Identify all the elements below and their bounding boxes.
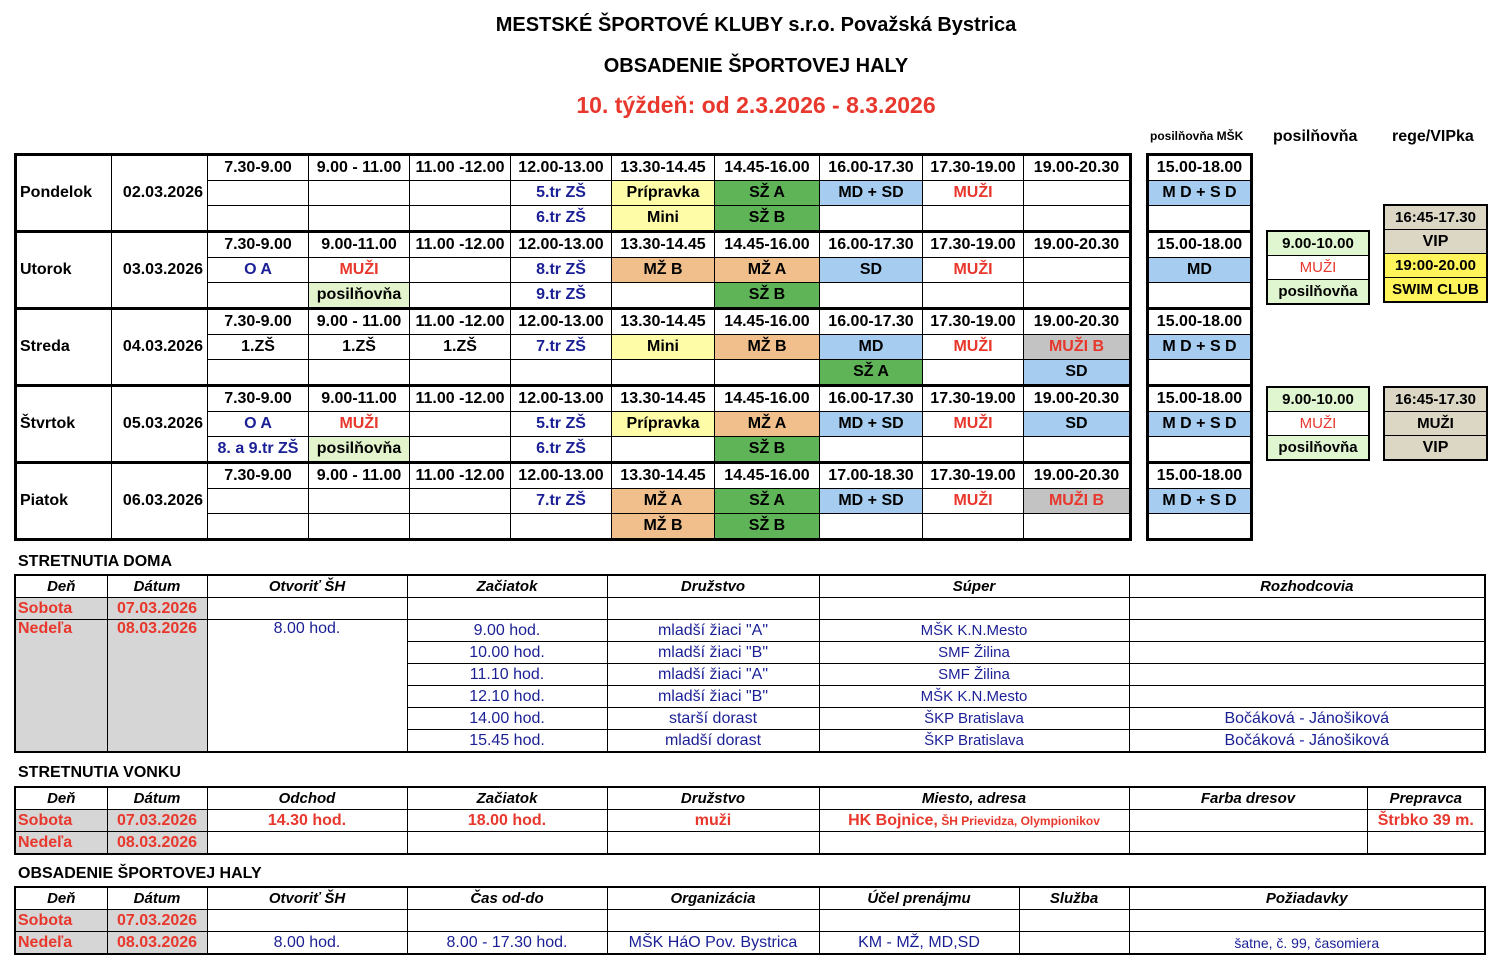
schedule-cell: MŽ A	[612, 489, 715, 514]
team-cell: mladší dorast	[607, 730, 819, 753]
time-slot: 7.30-9.00	[208, 386, 309, 412]
schedule-cell	[923, 283, 1024, 309]
col-header: Družstvo	[607, 575, 819, 598]
transport-cell: Štrbko 39 m.	[1367, 810, 1485, 832]
date-cell: 08.03.2026	[107, 832, 207, 855]
time-slot: 17.30-19.00	[923, 386, 1024, 412]
referees-cell: Bočáková - Jánošiková	[1129, 730, 1485, 753]
gym-time: 15.00-18.00	[1148, 309, 1252, 335]
referees-cell	[1129, 664, 1485, 686]
time-slot: 11.00 -12.00	[410, 309, 511, 335]
time-cell: 8.00 - 17.30 hod.	[407, 932, 607, 955]
gym-cell	[1148, 283, 1252, 309]
schedule-cell	[410, 360, 511, 386]
schedule-cell	[1024, 514, 1131, 540]
schedule-cell: MUŽI	[923, 181, 1024, 206]
team-cell: mladší žiaci "B"	[607, 642, 819, 664]
gym-label: posilňovňa	[1267, 280, 1369, 305]
schedule-cell: Mini	[612, 335, 715, 360]
date-spacer	[112, 283, 208, 309]
away-matches-table	[14, 786, 1486, 855]
opponent-cell: ŠKP Bratislava	[819, 730, 1129, 753]
time-slot: 12.00-13.00	[511, 232, 612, 258]
schedule-cell: posilňovňa	[309, 437, 410, 463]
schedule-cell: MUŽI	[923, 335, 1024, 360]
day-spacer	[16, 283, 112, 309]
date-cell: 08.03.2026	[107, 620, 207, 753]
col-header: Čas od-do	[407, 887, 607, 910]
label-posilnovna: posilňovňa	[1273, 128, 1358, 145]
schedule-cell	[208, 283, 309, 309]
time-slot: 7.30-9.00	[208, 155, 309, 181]
date-cell: 07.03.2026	[107, 910, 207, 932]
schedule-cell: MŽ B	[612, 258, 715, 283]
day-date: 04.03.2026	[112, 335, 208, 360]
gym-time: 15.00-18.00	[1148, 155, 1252, 181]
gym-cell: MD	[1148, 258, 1252, 283]
date-spacer	[112, 360, 208, 386]
schedule-cell: MUŽI	[923, 412, 1024, 437]
gym-box-utorok	[1266, 230, 1370, 305]
start-cell: 14.00 hod.	[407, 708, 607, 730]
schedule-cell: MŽ A	[715, 258, 820, 283]
org-cell: MŠK HáO Pov. Bystrica	[607, 932, 819, 955]
day-spacer	[16, 206, 112, 232]
schedule-cell: Mini	[612, 206, 715, 232]
schedule-cell: MD	[820, 335, 923, 360]
schedule-cell	[1024, 181, 1131, 206]
referees-cell	[1129, 620, 1485, 642]
schedule-cell	[612, 283, 715, 309]
col-header: Dátum	[107, 787, 207, 810]
day-name: Štvrtok	[16, 412, 112, 437]
schedule-cell	[1024, 258, 1131, 283]
time-slot: 9.00 - 11.00	[309, 463, 410, 489]
date-spacer	[112, 232, 208, 258]
place-detail: ŠH Prievidza, Olympionikov	[937, 813, 1100, 828]
schedule-cell	[820, 206, 923, 232]
schedule-cell	[309, 206, 410, 232]
schedule-cell	[1024, 437, 1131, 463]
rege-box-week	[1383, 204, 1488, 303]
day-spacer	[16, 360, 112, 386]
colors-cell	[1129, 810, 1367, 832]
schedule-cell	[612, 437, 715, 463]
opponent-cell: SMF Žilina	[819, 664, 1129, 686]
day-cell: Sobota	[15, 598, 107, 620]
time-slot: 7.30-9.00	[208, 309, 309, 335]
day-spacer	[16, 514, 112, 540]
date-spacer	[112, 463, 208, 489]
time-slot: 14.45-16.00	[715, 386, 820, 412]
schedule-cell: MŽ A	[715, 412, 820, 437]
schedule-cell	[820, 283, 923, 309]
col-header: Organizácia	[607, 887, 819, 910]
schedule-cell: MUŽI	[923, 489, 1024, 514]
open-cell: 8.00 hod.	[207, 932, 407, 955]
label-posilnovna-msk: posilňovňa MŠK	[1150, 129, 1244, 143]
schedule-cell	[309, 360, 410, 386]
schedule-cell	[208, 206, 309, 232]
col-header: Farba dresov	[1129, 787, 1367, 810]
time-slot: 19.00-20.30	[1024, 309, 1131, 335]
schedule-cell	[410, 412, 511, 437]
schedule-cell	[309, 181, 410, 206]
schedule-cell	[410, 258, 511, 283]
schedule-cell	[410, 514, 511, 540]
schedule-cell: Prípravka	[612, 181, 715, 206]
schedule-cell: 7.tr ZŠ	[511, 489, 612, 514]
rege-team: MUŽI	[1384, 412, 1487, 436]
time-slot: 14.45-16.00	[715, 155, 820, 181]
schedule-cell	[1024, 206, 1131, 232]
start-cell: 12.10 hod.	[407, 686, 607, 708]
schedule-cell	[208, 360, 309, 386]
gym-cell: M D + S D	[1148, 181, 1252, 206]
time-slot: 14.45-16.00	[715, 232, 820, 258]
time-slot: 14.45-16.00	[715, 463, 820, 489]
day-date: 03.03.2026	[112, 258, 208, 283]
time-slot: 11.00 -12.00	[410, 386, 511, 412]
day-name: Utorok	[16, 258, 112, 283]
title-line-2: OBSADENIE ŠPORTOVEJ HALY	[603, 55, 909, 77]
time-slot: 13.30-14.45	[612, 309, 715, 335]
schedule-cell: 6.tr ZŠ	[511, 206, 612, 232]
home-matches-title: STRETNUTIA DOMA	[18, 553, 173, 570]
gym-cell: M D + S D	[1148, 412, 1252, 437]
time-slot: 11.00 -12.00	[410, 463, 511, 489]
time-slot: 17.30-19.00	[923, 155, 1024, 181]
day-spacer	[16, 463, 112, 489]
time-slot: 17.00-18.30	[820, 463, 923, 489]
gym-cell: M D + S D	[1148, 335, 1252, 360]
weekly-schedule-table	[14, 153, 1132, 541]
schedule-cell	[208, 514, 309, 540]
rege-time: 16:45-17.30	[1384, 205, 1487, 230]
day-cell: Nedeľa	[15, 932, 107, 955]
day-spacer	[16, 437, 112, 463]
team-cell: mladší žiaci "B"	[607, 686, 819, 708]
gym-time: 9.00-10.00	[1267, 231, 1369, 256]
col-header: Prepravca	[1367, 787, 1485, 810]
time-slot: 7.30-9.00	[208, 232, 309, 258]
time-slot: 16.00-17.30	[820, 232, 923, 258]
time-slot: 16.00-17.30	[820, 155, 923, 181]
col-header: Odchod	[207, 787, 407, 810]
day-spacer	[16, 309, 112, 335]
schedule-cell	[715, 360, 820, 386]
start-cell: 10.00 hod.	[407, 642, 607, 664]
time-slot: 17.30-19.00	[923, 309, 1024, 335]
date-cell: 07.03.2026	[107, 598, 207, 620]
team-cell: mladší žiaci "A"	[607, 664, 819, 686]
schedule-cell: MUŽI	[923, 258, 1024, 283]
service-cell	[1019, 932, 1129, 955]
date-spacer	[112, 386, 208, 412]
schedule-cell	[923, 206, 1024, 232]
col-header: Začiatok	[407, 575, 607, 598]
time-slot: 9.00-11.00	[309, 386, 410, 412]
schedule-cell: O A	[208, 412, 309, 437]
home-matches-table	[14, 574, 1486, 753]
schedule-cell	[208, 181, 309, 206]
time-slot: 17.30-19.00	[923, 463, 1024, 489]
gym-cell	[1148, 206, 1252, 232]
schedule-cell: MD + SD	[820, 489, 923, 514]
schedule-cell	[410, 206, 511, 232]
date-spacer	[112, 206, 208, 232]
gym-time: 15.00-18.00	[1148, 232, 1252, 258]
time-slot: 11.00 -12.00	[410, 232, 511, 258]
schedule-cell	[511, 514, 612, 540]
schedule-cell	[612, 360, 715, 386]
day-date: 05.03.2026	[112, 412, 208, 437]
away-matches-title: STRETNUTIA VONKU	[18, 764, 181, 781]
time-slot: 11.00 -12.00	[410, 155, 511, 181]
team-cell: muži	[607, 810, 819, 832]
day-date: 06.03.2026	[112, 489, 208, 514]
col-header: Deň	[15, 787, 107, 810]
schedule-cell	[511, 360, 612, 386]
schedule-cell	[309, 489, 410, 514]
date-spacer	[112, 437, 208, 463]
schedule-cell: 8.tr ZŠ	[511, 258, 612, 283]
rege-vip: VIP	[1384, 436, 1487, 461]
referees-cell	[1129, 686, 1485, 708]
schedule-cell	[820, 514, 923, 540]
gym-team: MUŽI	[1267, 256, 1369, 280]
schedule-cell: SD	[1024, 412, 1131, 437]
schedule-cell: SŽ A	[715, 489, 820, 514]
time-slot: 19.00-20.30	[1024, 386, 1131, 412]
schedule-cell	[309, 514, 410, 540]
day-spacer	[16, 232, 112, 258]
col-header: Dátum	[107, 575, 207, 598]
day-spacer	[16, 386, 112, 412]
opponent-cell: ŠKP Bratislava	[819, 708, 1129, 730]
day-cell: Sobota	[15, 810, 107, 832]
time-slot: 12.00-13.00	[511, 463, 612, 489]
gym-cell: M D + S D	[1148, 489, 1252, 514]
schedule-cell: 8. a 9.tr ZŠ	[208, 437, 309, 463]
opponent-cell: SMF Žilina	[819, 642, 1129, 664]
schedule-cell: 1.ZŠ	[208, 335, 309, 360]
gym-msk-table	[1146, 153, 1253, 541]
schedule-cell: SŽ A	[820, 360, 923, 386]
col-header: Deň	[15, 575, 107, 598]
col-header: Požiadavky	[1129, 887, 1485, 910]
schedule-cell: MD + SD	[820, 412, 923, 437]
col-header: Účel prenájmu	[819, 887, 1019, 910]
opponent-cell: MŠK K.N.Mesto	[819, 620, 1129, 642]
gym-cell	[1148, 514, 1252, 540]
schedule-cell	[410, 181, 511, 206]
rege-box-stvrtok	[1383, 386, 1488, 461]
time-slot: 13.30-14.45	[612, 155, 715, 181]
rege-vip: VIP	[1384, 230, 1487, 254]
schedule-cell	[410, 437, 511, 463]
col-header: Súper	[819, 575, 1129, 598]
place-main: HK Bojnice,	[848, 811, 938, 829]
referees-cell	[1129, 642, 1485, 664]
date-spacer	[112, 309, 208, 335]
schedule-cell	[208, 489, 309, 514]
schedule-cell	[410, 489, 511, 514]
hall-booking-title: OBSADENIE ŠPORTOVEJ HALY	[18, 865, 262, 882]
col-header: Otvoriť ŠH	[207, 575, 407, 598]
time-slot: 13.30-14.45	[612, 463, 715, 489]
schedule-cell: posilňovňa	[309, 283, 410, 309]
time-slot: 7.30-9.00	[208, 463, 309, 489]
gym-label: posilňovňa	[1267, 436, 1369, 461]
date-spacer	[112, 155, 208, 181]
time-slot: 9.00 - 11.00	[309, 155, 410, 181]
gym-time: 15.00-18.00	[1148, 463, 1252, 489]
time-slot: 12.00-13.00	[511, 309, 612, 335]
time-slot: 13.30-14.45	[612, 386, 715, 412]
schedule-cell: MUŽI	[309, 258, 410, 283]
schedule-cell: 6.tr ZŠ	[511, 437, 612, 463]
day-name: Pondelok	[16, 181, 112, 206]
schedule-cell: 1.ZŠ	[410, 335, 511, 360]
time-slot: 14.45-16.00	[715, 309, 820, 335]
schedule-cell: MUŽI	[309, 412, 410, 437]
day-cell: Sobota	[15, 910, 107, 932]
schedule-cell: MŽ B	[715, 335, 820, 360]
date-cell: 07.03.2026	[107, 810, 207, 832]
col-header: Začiatok	[407, 787, 607, 810]
time-slot: 9.00-11.00	[309, 232, 410, 258]
referees-cell: Bočáková - Jánošiková	[1129, 708, 1485, 730]
rege-swim-time: 19:00-20.00	[1384, 254, 1487, 278]
time-slot: 16.00-17.30	[820, 309, 923, 335]
gym-time: 9.00-10.00	[1267, 387, 1369, 412]
schedule-cell: 1.ZŠ	[309, 335, 410, 360]
schedule-cell: SŽ B	[715, 437, 820, 463]
schedule-cell: MUŽI B	[1024, 489, 1131, 514]
start-cell: 9.00 hod.	[407, 620, 607, 642]
schedule-cell: SŽ A	[715, 181, 820, 206]
time-slot: 19.00-20.30	[1024, 232, 1131, 258]
rege-time: 16:45-17.30	[1384, 387, 1487, 412]
hall-booking-table	[14, 886, 1486, 955]
schedule-cell: Prípravka	[612, 412, 715, 437]
schedule-cell: 5.tr ZŠ	[511, 412, 612, 437]
time-slot: 12.00-13.00	[511, 386, 612, 412]
day-cell: Nedeľa	[15, 832, 107, 855]
gym-time: 15.00-18.00	[1148, 386, 1252, 412]
day-cell: Nedeľa	[15, 620, 107, 753]
col-header: Dátum	[107, 887, 207, 910]
date-spacer	[112, 514, 208, 540]
time-slot: 12.00-13.00	[511, 155, 612, 181]
title-line-1: MESTSKÉ ŠPORTOVÉ KLUBY s.r.o. Považská Bystrica	[495, 14, 1017, 36]
schedule-cell: 7.tr ZŠ	[511, 335, 612, 360]
schedule-cell: SŽ B	[715, 206, 820, 232]
col-header: Družstvo	[607, 787, 819, 810]
schedule-cell: MUŽI B	[1024, 335, 1131, 360]
open-cell: 8.00 hod.	[207, 620, 407, 753]
team-cell: starší dorast	[607, 708, 819, 730]
col-header: Miesto, adresa	[819, 787, 1129, 810]
time-slot: 17.30-19.00	[923, 232, 1024, 258]
day-name: Piatok	[16, 489, 112, 514]
schedule-cell: SD	[820, 258, 923, 283]
time-slot: 9.00 - 11.00	[309, 309, 410, 335]
gym-team: MUŽI	[1267, 412, 1369, 436]
schedule-cell: 9.tr ZŠ	[511, 283, 612, 309]
purpose-cell: KM - MŽ, MD,SD	[819, 932, 1019, 955]
schedule-cell: MŽ B	[612, 514, 715, 540]
col-header: Služba	[1019, 887, 1129, 910]
requirements-cell: šatne, č. 99, časomiera	[1129, 932, 1485, 955]
col-header: Rozhodcovia	[1129, 575, 1485, 598]
schedule-cell: 5.tr ZŠ	[511, 181, 612, 206]
time-slot: 19.00-20.30	[1024, 463, 1131, 489]
day-name: Streda	[16, 335, 112, 360]
opponent-cell: MŠK K.N.Mesto	[819, 686, 1129, 708]
team-cell: mladší žiaci "A"	[607, 620, 819, 642]
start-cell: 18.00 hod.	[407, 810, 607, 832]
day-date: 02.03.2026	[112, 181, 208, 206]
schedule-cell: SŽ B	[715, 283, 820, 309]
schedule-cell	[1024, 283, 1131, 309]
schedule-cell	[923, 360, 1024, 386]
date-cell: 08.03.2026	[107, 932, 207, 955]
schedule-cell	[923, 437, 1024, 463]
start-cell: 15.45 hod.	[407, 730, 607, 753]
schedule-cell: SD	[1024, 360, 1131, 386]
time-slot: 19.00-20.30	[1024, 155, 1131, 181]
schedule-cell	[410, 283, 511, 309]
leave-cell: 14.30 hod.	[207, 810, 407, 832]
col-header: Otvoriť ŠH	[207, 887, 407, 910]
start-cell: 11.10 hod.	[407, 664, 607, 686]
gym-box-stvrtok	[1266, 386, 1370, 461]
rege-swim-club: SWIM CLUB	[1384, 278, 1487, 303]
schedule-cell: MD + SD	[820, 181, 923, 206]
schedule-cell: SŽ B	[715, 514, 820, 540]
day-spacer	[16, 155, 112, 181]
week-range: 10. týždeň: od 2.3.2026 - 8.3.2026	[576, 92, 936, 118]
gym-cell	[1148, 360, 1252, 386]
time-slot: 16.00-17.30	[820, 386, 923, 412]
schedule-cell: O A	[208, 258, 309, 283]
time-slot: 13.30-14.45	[612, 232, 715, 258]
schedule-cell	[820, 437, 923, 463]
gym-cell	[1148, 437, 1252, 463]
label-rege-vipka: rege/VIPka	[1392, 128, 1474, 145]
place-cell	[819, 810, 1129, 832]
col-header: Deň	[15, 887, 107, 910]
schedule-cell	[923, 514, 1024, 540]
